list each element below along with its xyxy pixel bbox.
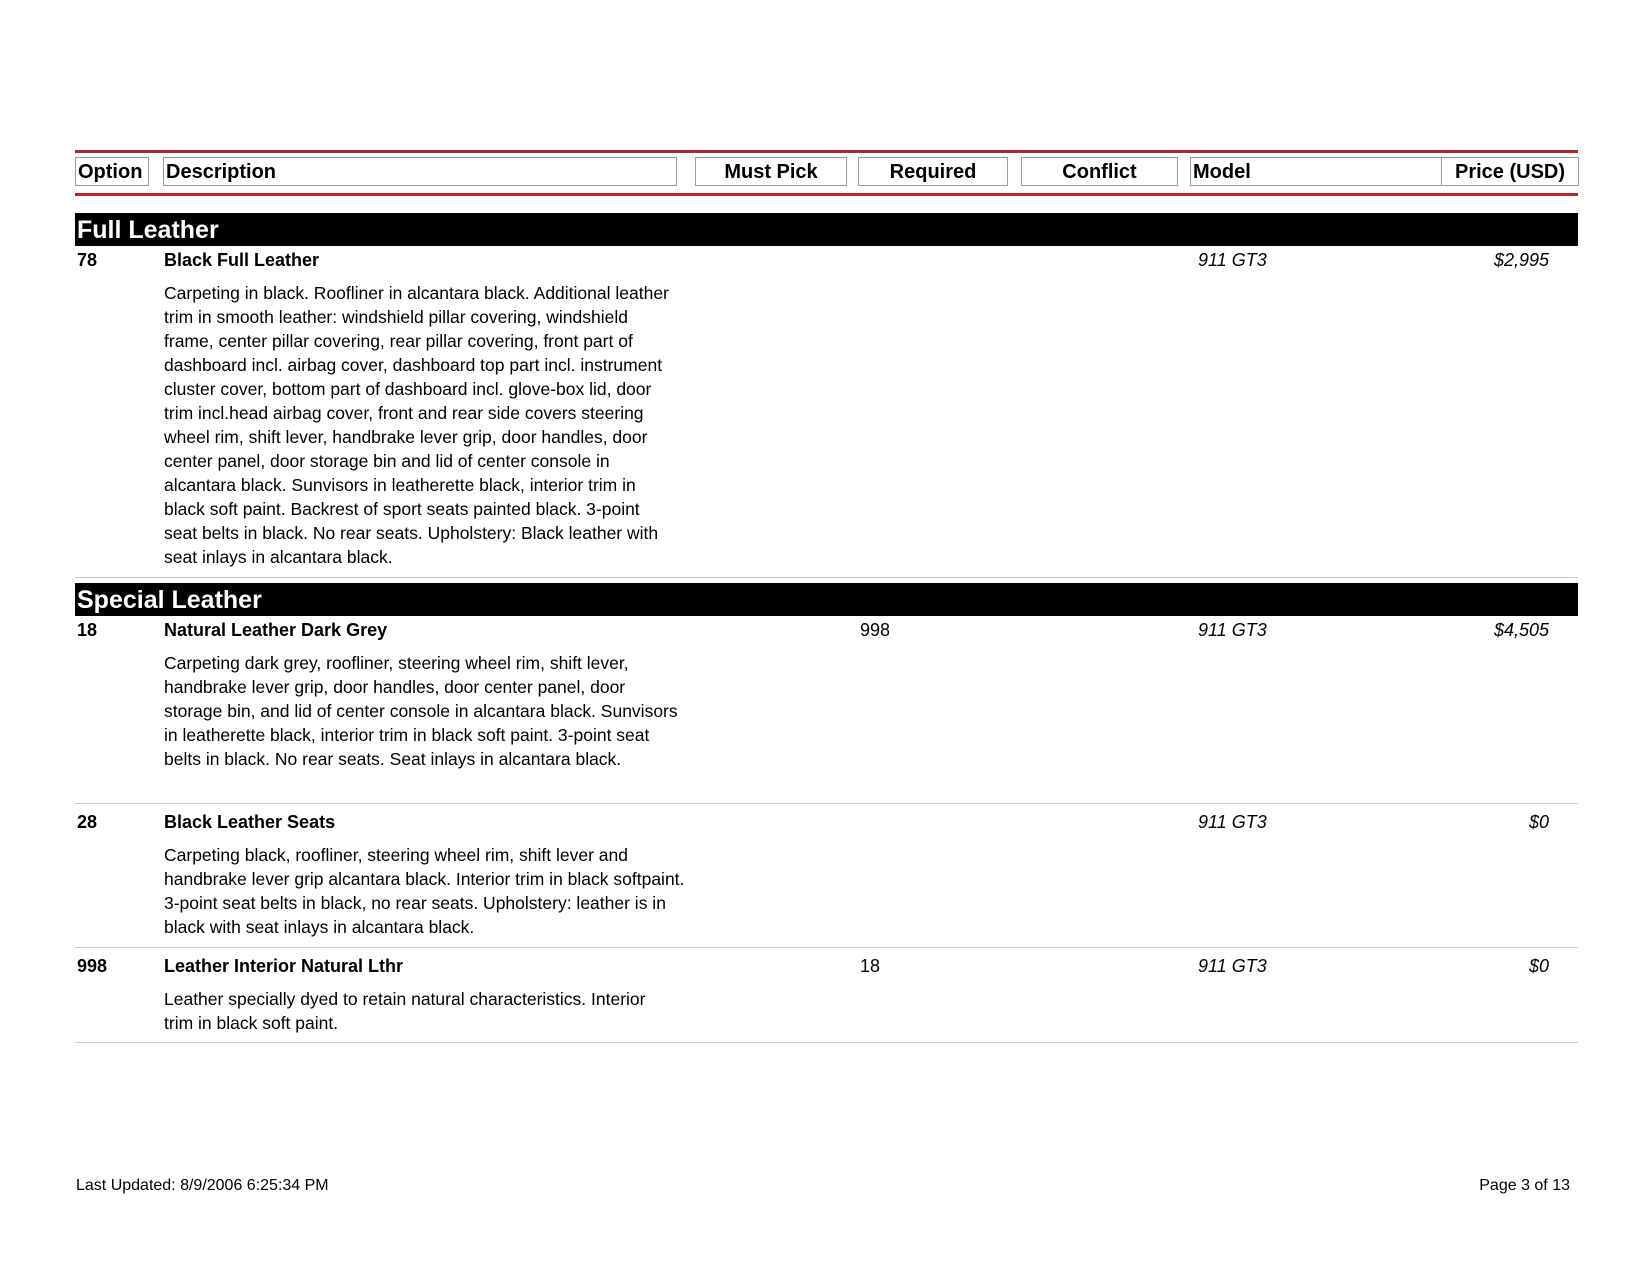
row-separator [75, 947, 1578, 948]
header-bottom-rule [75, 193, 1578, 196]
option-code: 78 [77, 250, 98, 270]
column-header-conflict: Conflict [1021, 157, 1178, 186]
option-description: Carpeting dark grey, roofliner, steering wheel rim, shift lever, handbrake lever grip, door handles, door center panel, door storage bin, and lid of center console in alcantara black. Sunvisors in leatherette black, interior trim in black soft paint. 3-point seat belts in black. No rear seats. Seat inlays in alcantara black. [164, 653, 678, 769]
option-code: 28 [77, 812, 98, 832]
option-price: $2,995 [1493, 250, 1549, 270]
row-separator [75, 1042, 1578, 1043]
column-header-price: Price (USD) [1441, 157, 1579, 186]
option-description: Carpeting in black. Roofliner in alcantara black. Additional leather trim in smooth leather: windshield pillar covering, windshield frame, center pillar covering, rear pillar covering, front part of dashboard incl. airbag cover, dashboard top part incl. instrument cluster cover, bottom part of dashboard incl. glove-box lid, door trim incl.head airbag cover, front and rear side covers steering wheel rim, shift lever, handbrake lever grip, door handles, door center panel, door storage bin and lid of center console in alcantara black. Sunvisors in leatherette black, interior trim in black soft paint. Backrest of sport seats painted black. 3-point seat belts in black. No rear seats. Upholstery: Black leather with seat inlays in alcantara black. [164, 283, 669, 567]
option-model: 911 GT3 [1198, 250, 1267, 270]
section-header-full-leather: Full Leather [75, 213, 1578, 246]
row-separator [75, 577, 1578, 578]
last-updated: Last Updated: 8/9/2006 6:25:34 PM [76, 1177, 329, 1194]
option-model: 911 GT3 [1198, 812, 1267, 832]
header-top-rule [75, 150, 1578, 153]
option-code: 998 [77, 956, 108, 976]
option-title: Black Full Leather [164, 250, 320, 270]
option-code: 18 [77, 620, 98, 640]
option-title: Black Leather Seats [164, 812, 336, 832]
option-title: Leather Interior Natural Lthr [164, 956, 404, 976]
option-model: 911 GT3 [1198, 956, 1267, 976]
option-must-pick: 998 [860, 620, 891, 640]
option-price: $4,505 [1493, 620, 1549, 640]
column-header-model: Model [1190, 157, 1442, 186]
page-number: Page 3 of 13 [1479, 1177, 1570, 1194]
row-separator [75, 803, 1578, 804]
option-title: Natural Leather Dark Grey [164, 620, 388, 640]
option-model: 911 GT3 [1198, 620, 1267, 640]
section-header-special-leather: Special Leather [75, 583, 1578, 616]
option-description: Leather specially dyed to retain natural characteristics. Interior trim in black soft paint. [164, 989, 646, 1033]
option-price: $0 [1528, 812, 1549, 832]
option-price: $0 [1528, 956, 1549, 976]
column-header-description: Description [163, 157, 677, 186]
option-must-pick: 18 [860, 956, 881, 976]
column-header-must-pick: Must Pick [695, 157, 847, 186]
column-header-option: Option [75, 157, 149, 186]
column-header-required: Required [858, 157, 1008, 186]
option-description: Carpeting black, roofliner, steering wheel rim, shift lever and handbrake lever grip alcantara black. Interior trim in black softpaint. 3-point seat belts in black, no rear seats. Upholstery: leather is in black with seat inlays in alcantara black. [164, 845, 685, 937]
